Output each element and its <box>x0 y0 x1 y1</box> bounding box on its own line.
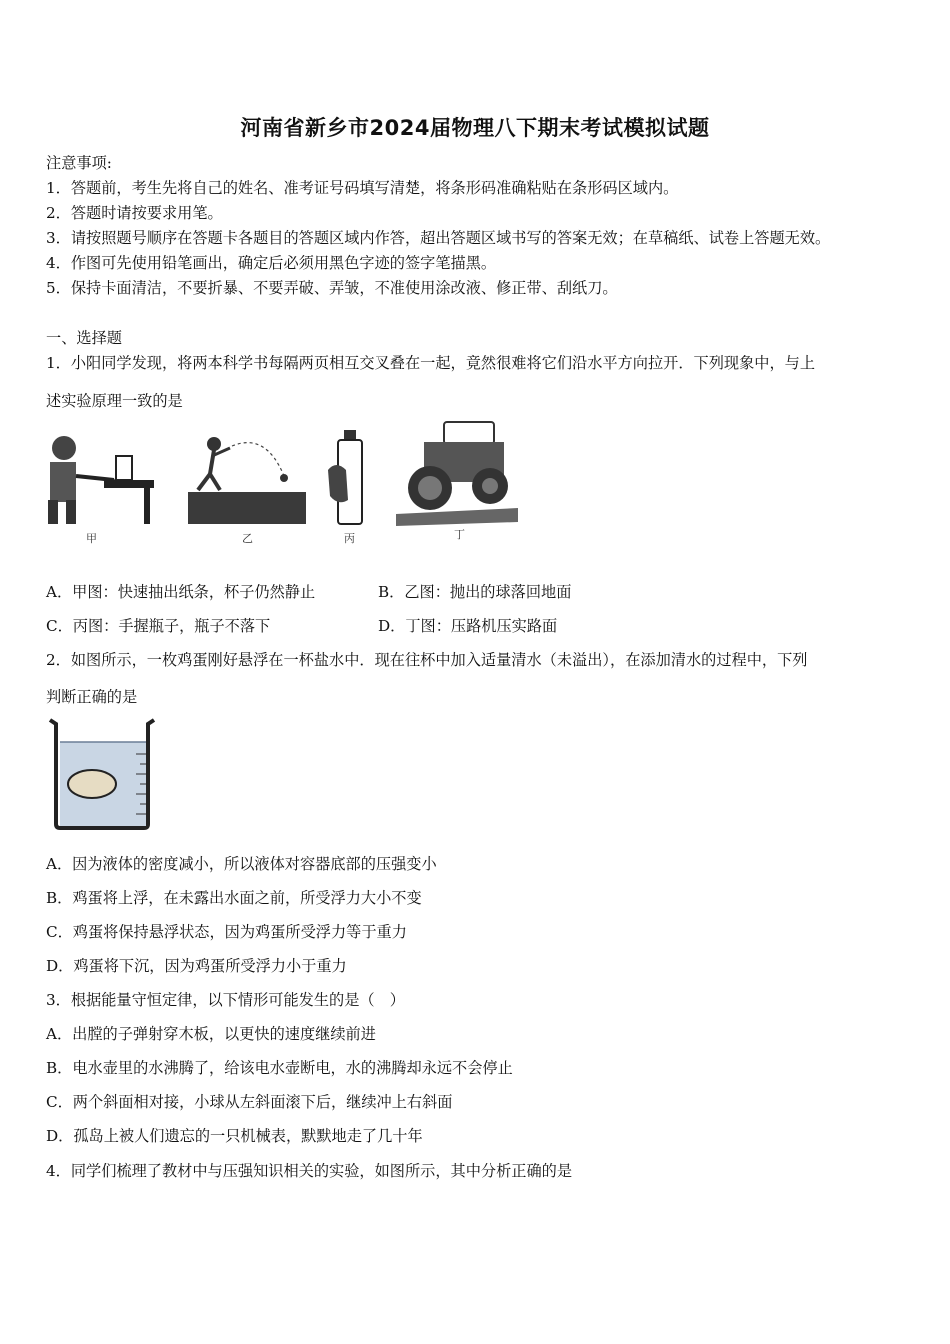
section-heading: 一、选择题 <box>46 329 122 347</box>
question-3-stem: 3．根据能量守恒定律，以下情形可能发生的是（ ） <box>46 991 405 1009</box>
figure-caption: 乙 <box>242 532 253 545</box>
figure-caption: 丙 <box>344 532 355 545</box>
figure-jia-paper-strip <box>44 428 156 528</box>
q3-option-c: C．两个斜面相对接，小球从左斜面滚下后，继续冲上右斜面 <box>46 1093 453 1111</box>
notice-item: 1．答题前，考生先将自己的姓名、准考证号码填写清楚，将条形码准确粘贴在条形码区域内。 <box>46 179 679 197</box>
q2-option-a: A．因为液体的密度减小，所以液体对容器底部的压强变小 <box>46 855 437 873</box>
question-1-stem-cont: 述实验原理一致的是 <box>46 392 183 410</box>
q1-option-c: C．丙图：手握瓶子，瓶子不落下 <box>46 617 271 635</box>
q2-option-d: D．鸡蛋将下沉，因为鸡蛋所受浮力小于重力 <box>46 957 347 975</box>
question-2-stem: 2．如图所示，一枚鸡蛋刚好悬浮在一杯盐水中．现在往杯中加入适量清水（未溢出），在添加清水的过程中，下列 <box>46 651 808 669</box>
q2-option-c: C．鸡蛋将保持悬浮状态，因为鸡蛋所受浮力等于重力 <box>46 923 407 941</box>
figure-ding-road-roller <box>396 418 518 528</box>
figure-yi-ball-thrown <box>186 432 308 528</box>
notice-item: 2．答题时请按要求用笔。 <box>46 204 223 222</box>
q1-option-b: B．乙图：抛出的球落回地面 <box>378 583 572 601</box>
notice-item: 4．作图可先使用铅笔画出，确定后必须用黑色字迹的签字笔描黑。 <box>46 254 497 272</box>
question-4-stem: 4．同学们梳理了教材中与压强知识相关的实验，如图所示，其中分析正确的是 <box>46 1162 573 1180</box>
figure-beaker-egg <box>46 716 158 832</box>
q2-option-b: B．鸡蛋将上浮，在未露出水面之前，所受浮力大小不变 <box>46 889 422 907</box>
question-2-stem-cont: 判断正确的是 <box>46 688 138 706</box>
figure-caption: 丁 <box>454 528 465 541</box>
notice-heading: 注意事项: <box>46 154 112 172</box>
question-1-stem: 1．小阳同学发现，将两本科学书每隔两页相互交叉叠在一起，竟然很难将它们沿水平方向拉开．下列现象中，与上 <box>46 354 816 372</box>
figure-caption: 甲 <box>86 532 97 545</box>
page-title: 河南省新乡市2024届物理八下期末考试模拟试题 <box>240 116 710 140</box>
q1-option-a: A．甲图：快速抽出纸条，杯子仍然静止 <box>46 583 316 601</box>
notice-item: 5．保持卡面清洁，不要折暴、不要弄破、弄皱，不准使用涂改液、修正带、刮纸刀。 <box>46 279 618 297</box>
q1-option-d: D．丁图：压路机压实路面 <box>378 617 558 635</box>
q3-option-b: B．电水壶里的水沸腾了，给该电水壶断电，水的沸腾却永远不会停止 <box>46 1059 513 1077</box>
figure-bing-hand-bottle <box>326 430 370 528</box>
notice-item: 3．请按照题号顺序在答题卡各题目的答题区域内作答，超出答题区域书写的答案无效；在草稿纸、试卷上答题无效。 <box>46 229 831 247</box>
q3-option-a: A．出膛的子弹射穿木板，以更快的速度继续前进 <box>46 1025 376 1043</box>
q3-option-d: D．孤岛上被人们遗忘的一只机械表，默默地走了几十年 <box>46 1127 423 1145</box>
